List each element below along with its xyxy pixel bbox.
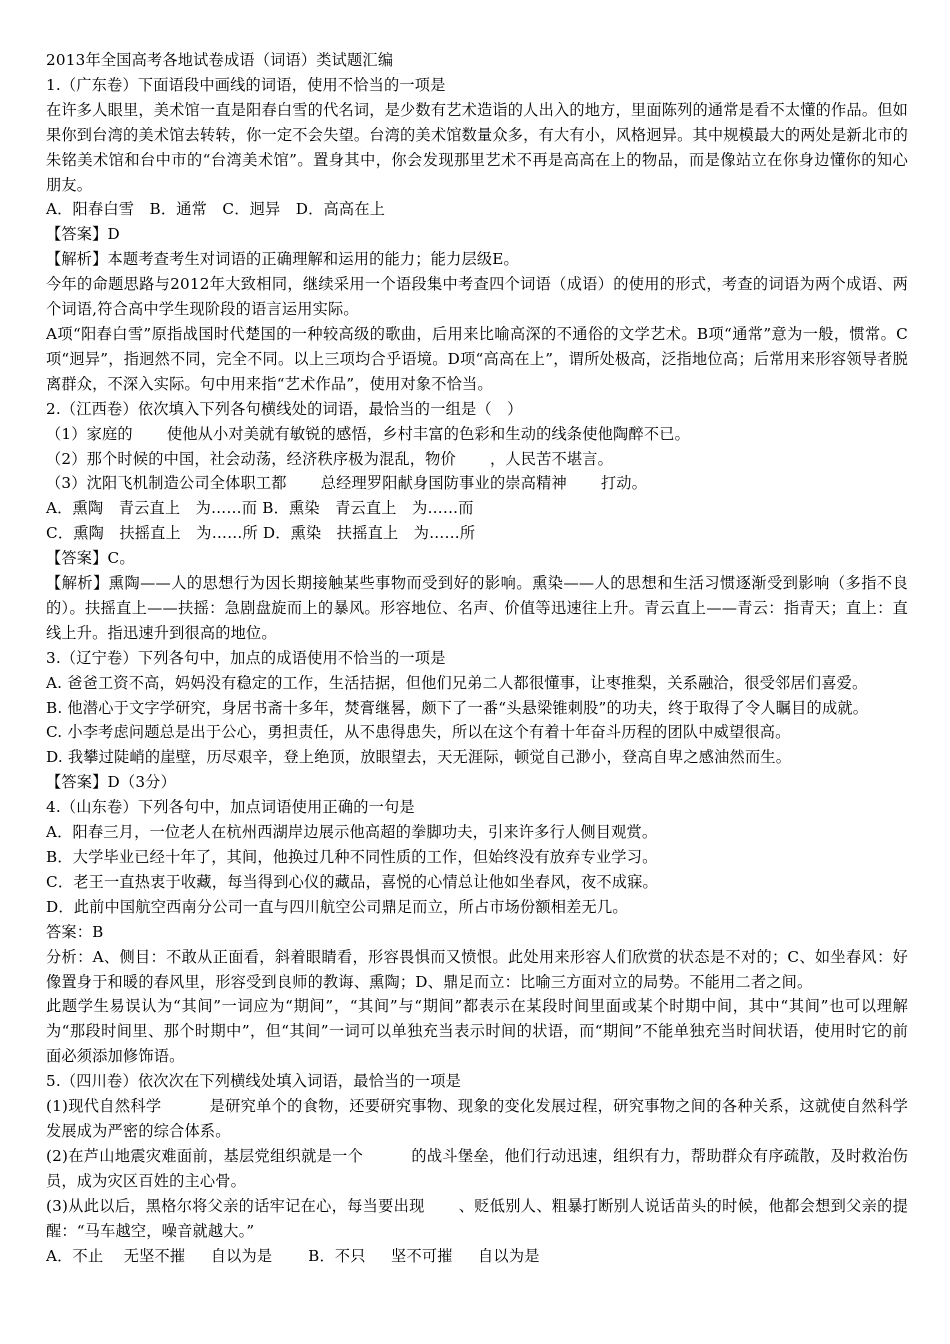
q1-analysis-1: 【解析】本题考查考生对词语的正确理解和运用的能力；能力层级E。 <box>46 250 519 269</box>
q2-sentence-3 <box>46 471 908 496</box>
q2-s3-part-a: （3）沈阳飞机制造公司全体职工都 <box>46 474 287 493</box>
q2-s1-part-a: （1）家庭的 <box>46 424 133 443</box>
q2-sentence-2 <box>46 447 908 472</box>
document-page <box>46 48 908 1268</box>
q5-s1-part-b: 是研究单个的食物，还要研究事物、现象的变化发展过程，研究事物之间的各种关系，这就使自然科学发展成为严密的综合体系。 <box>46 1097 908 1140</box>
q1-analysis-3: A项“阳春白雪”原指战国时代楚国的一种较高级的歌曲，后用来比喻高深的不通俗的文学艺术。B项“通常”意为一般，惯常。C项“迥异”，指迥然不同，完全不同。以上三项均合乎语境。D项“高高在上”，谓所处极高，泛指地位高；后常用来形容领导者脱离群众，不深入实际。句中用来指“艺术作品”，使用对象不恰当。 <box>46 324 908 393</box>
q2-analysis: 【解析】熏陶——人的思想行为因长期接触某些事物而受到好的影响。熏染——人的思想和生活习惯逐渐受到影响（多指不良的）。扶摇直上——扶摇：急剧盘旋而上的暴风。形容地位、名声、价值等迅速往上升。青云直上——青云：指青天；直上：直线上升。指迅速升到很高的地位。 <box>46 574 908 642</box>
q4-option-a: A．阳春三月，一位老人在杭州西湖岸边展示他高超的拳脚功夫，引来许多行人侧目观赏。 <box>46 823 658 842</box>
q5-s3-part-b: 、贬低别人、粗暴打断别人说话苗头的时候，他都会想到父亲的提醒：“马车越空，噪音就越大。” <box>46 1196 908 1240</box>
q2-s2-part-b: ，人民苦不堪言。 <box>489 449 614 468</box>
q2-s3-part-b: 总经理罗阳献身国防事业的崇高精神 <box>320 474 567 493</box>
q5-s3-part-a: (3)从此以后，黑格尔将父亲的话牢记在心，每当要出现 <box>46 1196 425 1215</box>
q2-s1-part-b: 使他从小对美就有敏锐的感悟，乡村丰富的色彩和生动的线条使他陶醉不已。 <box>166 424 690 443</box>
q2-stem: 2.（江西卷）依次填入下列各句横线处的词语，最恰当的一组是（ ） <box>46 399 523 418</box>
q4-stem: 4.（山东卷）下列各句中，加点词语使用正确的一句是 <box>46 798 415 817</box>
q5-s2-part-b: 的战斗堡垒，他们行动迅速，组织有力，帮助群众有序疏散，及时救治伤员，成为灾区百姓的主心骨。 <box>46 1146 908 1190</box>
q1-answer: 【答案】D <box>46 225 120 244</box>
q4-analysis-1: 分析：A、侧目：不敢从正面看，斜着眼睛看，形容畏惧而又愤恨。此处用来形容人们欣赏的状态是不对的；C、如坐春风：好像置身于和暖的春风里，形容受到良师的教诲、熏陶；D、鼎足而立：比喻三方面对立的局势。不能用二者之间。 <box>46 947 908 991</box>
q4-option-c: C．老王一直热衷于收藏，每当得到心仪的藏品，喜悦的心情总让他如坐春风，夜不成寐。 <box>46 872 658 891</box>
q3-option-d: D. 我攀过陡峭的崖壁，历尽艰辛，登上绝顶，放眼望去，天无涯际，顿觉自己渺小，登高自卑之感油然而生。 <box>46 748 792 767</box>
q2-s3-part-c: 打动。 <box>600 474 648 493</box>
q1-options: A．阳春白雪 B．通常 C．迥异 D．高高在上 <box>46 200 386 219</box>
q1-analysis-2: 今年的命题思路与2012年大致相同，继续采用一个语段集中考查四个词语（成语）的使用的形式，考查的词语为两个成语、两个词语,符合高中学生现阶段的语言运用实际。 <box>46 275 908 319</box>
q5-stem: 5.（四川卷）依次次在下列横线处填入词语，最恰当的一项是 <box>46 1072 461 1091</box>
q5-s1-part-a: (1)现代自然科学 <box>46 1097 162 1116</box>
q3-answer: 【答案】D（3分） <box>46 773 176 792</box>
q2-answer: 【答案】C。 <box>46 549 135 568</box>
q2-options-cd: C．熏陶 扶摇直上 为……所 D．熏染 扶摇直上 为……所 <box>46 524 476 543</box>
q3-option-a: A. 爸爸工资不高，妈妈没有稳定的工作，生活拮据，但他们兄弟二人都很懂事，让枣推梨，关系融洽，很受邻居们喜爱。 <box>46 673 868 692</box>
q5-sentence-1 <box>46 1094 908 1144</box>
q2-options-ab: A．熏陶 青云直上 为……而 B．熏染 青云直上 为……而 <box>46 499 474 518</box>
q5-sentence-2 <box>46 1144 908 1194</box>
q3-option-b: B. 他潜心于文字学研究，身居书斋十多年，焚膏继晷，颇下了一番“头悬梁锥刺股”的功夫，终于取得了令人瞩目的成就。 <box>46 698 869 717</box>
q4-option-b: B．大学毕业已经十年了，其间，他换过几种不同性质的工作，但始终没有放弃专业学习。 <box>46 848 658 866</box>
q4-answer: 答案：B <box>46 922 104 941</box>
q4-analysis-2: 此题学生易误认为“其间”一词应为“期间”，“其间”与“期间”都表示在某段时间里面或某个时期中间，其中“其间”也可以理解为“那段时间里、那个时期中”，但“其间”一词可以单独充当表示时间的状语，而“期间”不能单独充当时间状语，使用时它的前面必须添加修饰语。 <box>46 997 908 1066</box>
q4-option-d: D．此前中国航空西南分公司一直与四川航空公司鼎足而立，所占市场份额相差无几。 <box>46 897 628 916</box>
q2-sentence-1 <box>46 422 908 447</box>
q2-s2-part-a: （2）那个时候的中国，社会动荡，经济秩序极为混乱，物价 <box>46 449 456 468</box>
q3-option-c: C. 小李考虑问题总是出于公心，勇担责任，从不患得患失，所以在这个有着十年奋斗历程的团队中威望很高。 <box>46 723 791 742</box>
q1-passage: 在许多人眼里，美术馆一直是阳春白雪的代名词，是少数有艺术造诣的人出入的地方，里面陈列的通常是看不太懂的作品。但如果你到台湾的美术馆去转转，你一定不会失望。台湾的美术馆数量众多，有大有小，风格迥异。其中规模最大的两处是新北市的朱铭美术馆和台中市的“台湾美术馆”。置身其中，你会发现那里艺术不再是高高在上的物品，而是像站立在你身边懂你的知心朋友。 <box>46 100 908 194</box>
q3-stem: 3.（辽宁卷）下列各句中，加点的成语使用不恰当的一项是 <box>46 648 446 667</box>
doc-title: 2013年全国高考各地试卷成语（词语）类试题汇编 <box>46 51 394 69</box>
q5-s2-part-a: (2)在芦山地震灾难面前，基层党组织就是一个 <box>46 1146 364 1165</box>
q1-stem: 1.（广东卷）下面语段中画线的词语，使用不恰当的一项是 <box>46 75 446 94</box>
q5-sentence-3 <box>46 1194 908 1244</box>
q5-options: A．不止 无坚不摧 自以为是 B．不只 坚不可摧 自以为是 <box>46 1246 540 1265</box>
